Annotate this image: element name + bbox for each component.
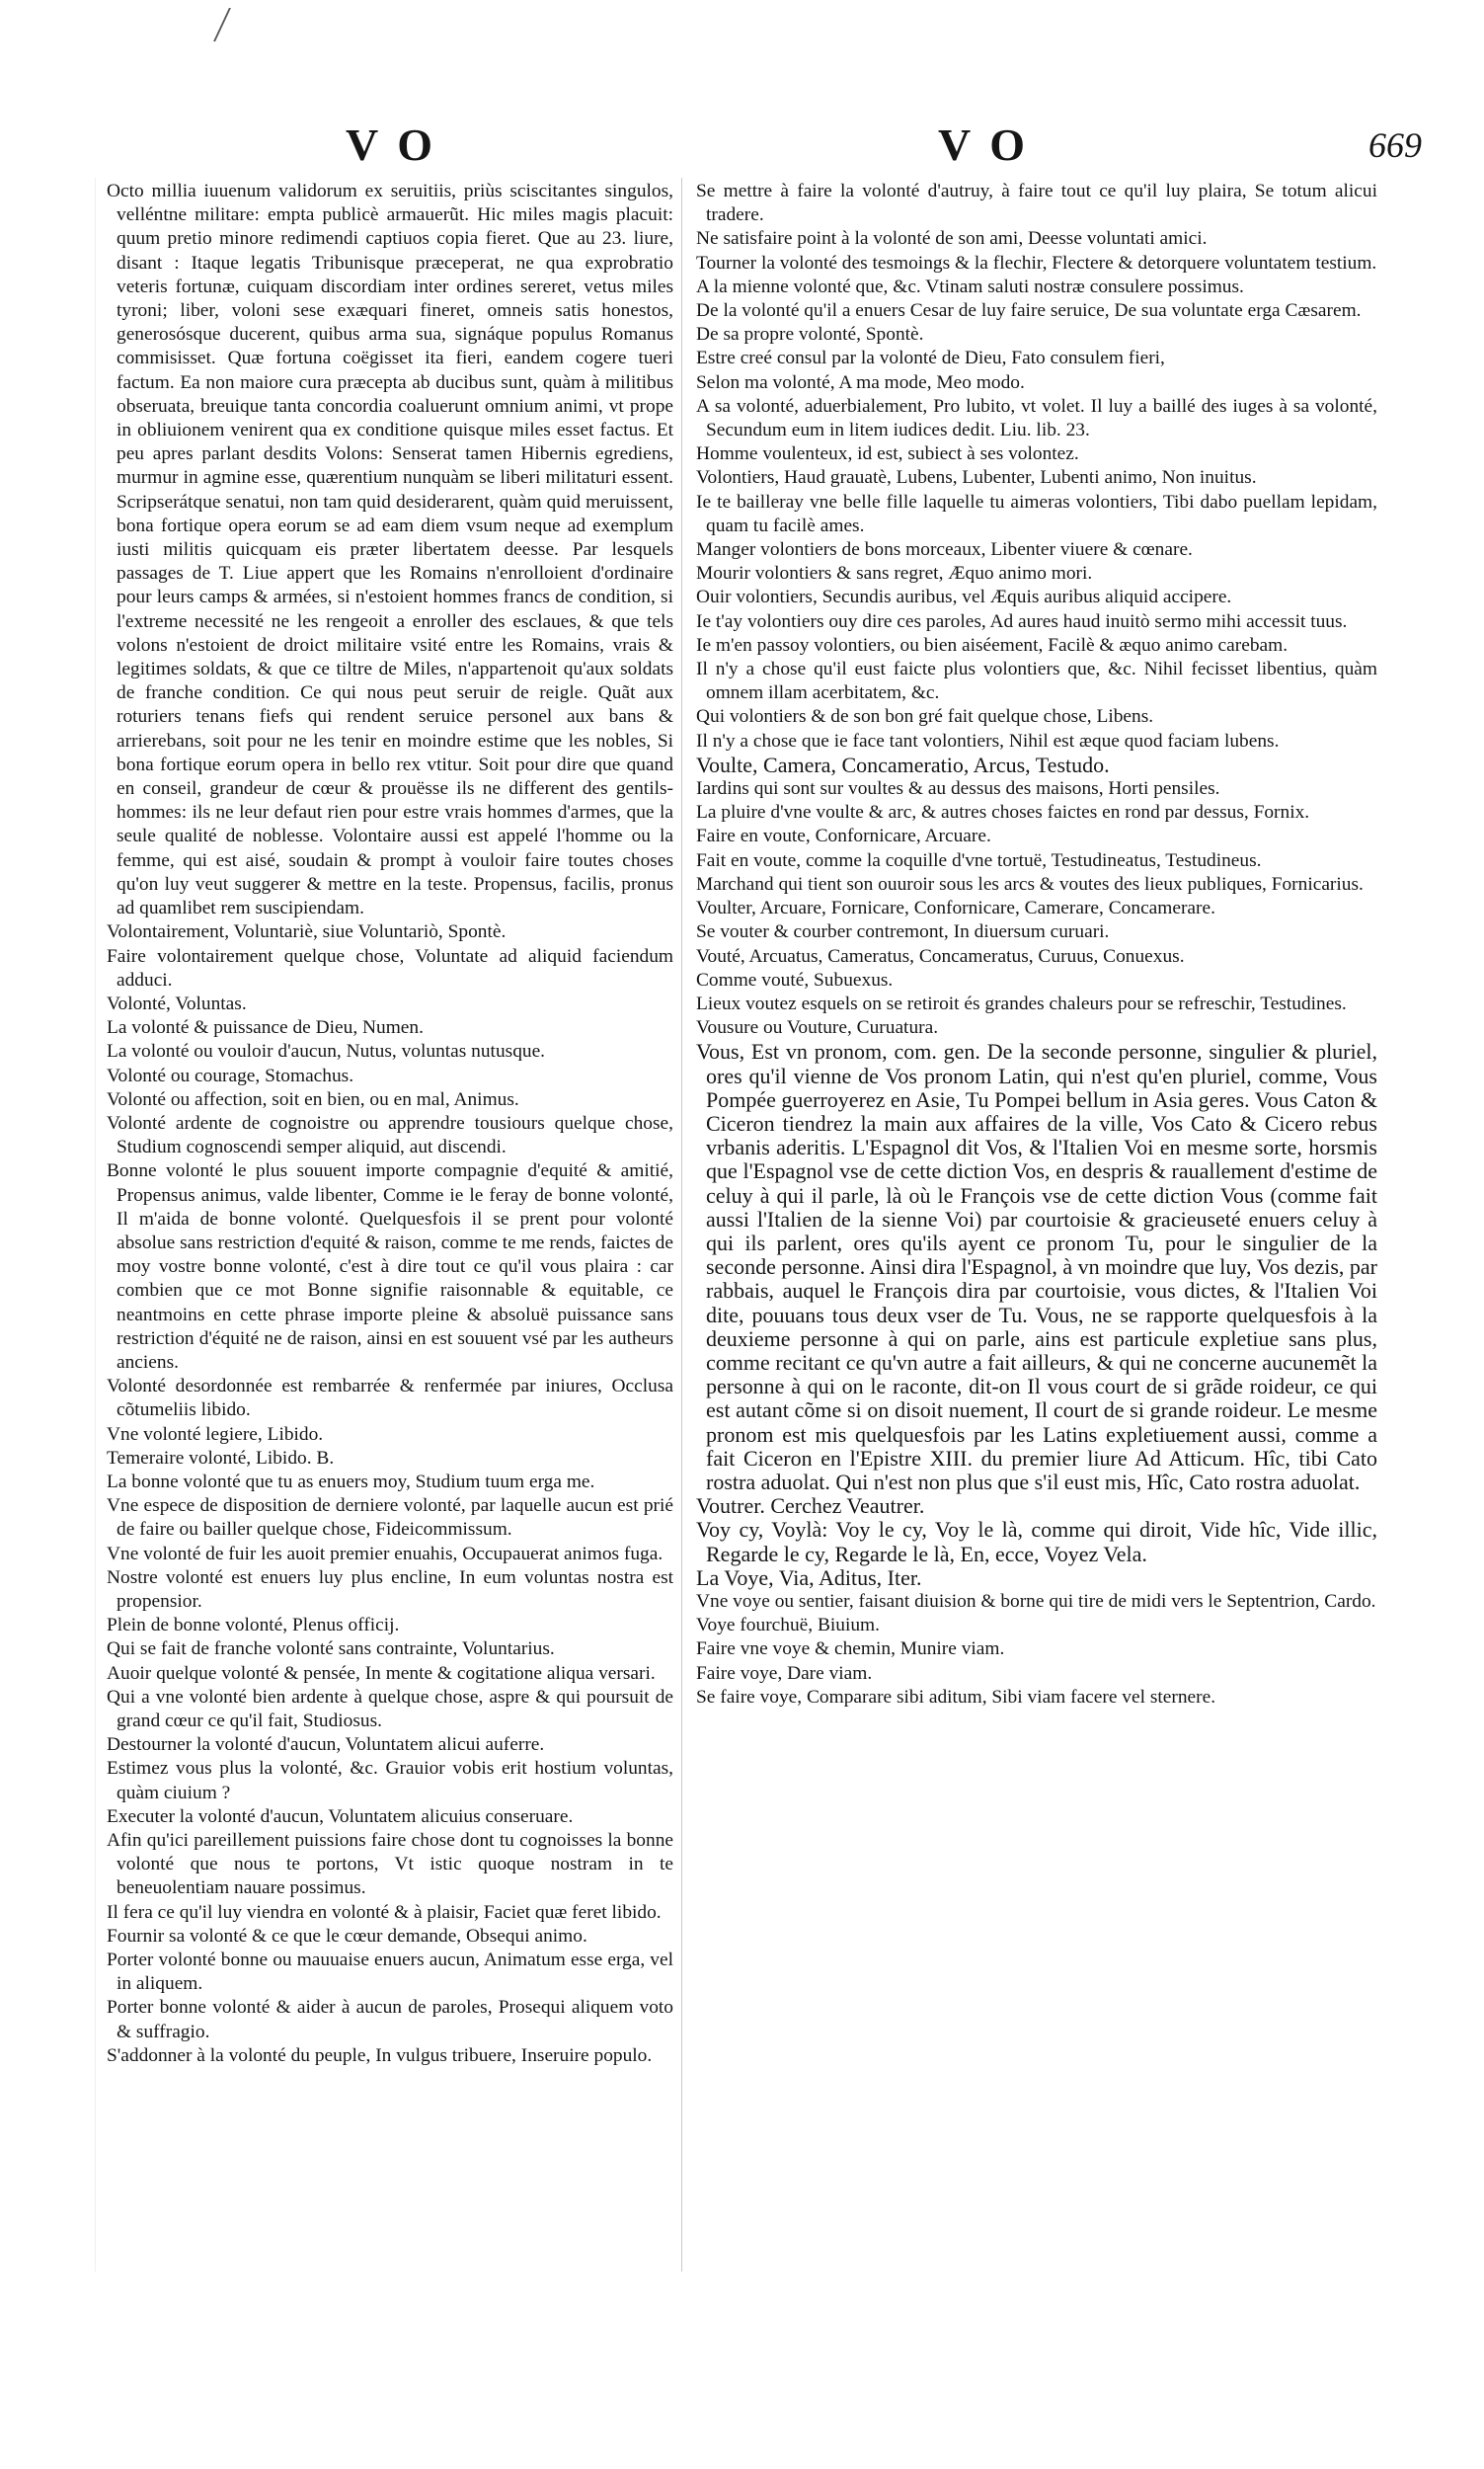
dictionary-entry: Estimez vous plus la volonté, &c. Grauior vobis erit hostium voluntas, quàm ciuium ? (107, 1758, 673, 1803)
dictionary-entry: Volontiers, Haud grauatè, Lubens, Lubenter, Lubenti animo, Non inuitus. (696, 467, 1257, 489)
dictionary-entry: De sa propre volonté, Spontè. (696, 324, 924, 346)
dictionary-entry: Volonté, Voluntas. (107, 993, 247, 1014)
dictionary-entry: Plein de bonne volonté, Plenus officij. (107, 1615, 400, 1636)
left-column (107, 180, 673, 2068)
dictionary-entry: Faire voye, Dare viam. (696, 1662, 873, 1684)
dictionary-entry: Porter bonne volonté & aider à aucun de paroles, Prosequi aliquem voto & suffragio. (107, 1997, 673, 2042)
dictionary-entry: Volonté ou affection, soit en bien, ou en mal, Animus. (107, 1088, 519, 1110)
dictionary-entry: Fournir sa volonté & ce que le cœur demande, Obsequi animo. (107, 1925, 587, 1947)
dictionary-entry: Il fera ce qu'il luy viendra en volonté & à plaisir, Faciet quæ feret libido. (107, 1901, 662, 1923)
dictionary-entry: Comme vouté, Subuexus. (696, 969, 894, 991)
dictionary-entry: Vouté, Arcuatus, Cameratus, Concameratus, Curuus, Conuexus. (696, 945, 1185, 967)
dictionary-entry: Se faire voye, Comparare sibi aditum, Sibi viam facere vel sternere. (696, 1686, 1216, 1708)
dictionary-entry: Nostre volonté est enuers luy plus encline, In eum voluntas nostra est propensior. (107, 1566, 673, 1612)
dictionary-entry: La bonne volonté que tu as enuers moy, Studium tuum erga me. (107, 1471, 595, 1492)
dictionary-entry: La Voye, Via, Aditus, Iter. (696, 1564, 922, 1590)
dictionary-entry: Volonté desordonnée est rembarrée & renfermée par iniures, Occlusa cõtumeliis libido. (107, 1376, 673, 1421)
pen-mark (213, 8, 245, 41)
dictionary-entry: Voulter, Arcuare, Fornicare, Confornicare, Camerare, Concamerare. (696, 898, 1215, 919)
dictionary-entry: Faire vne voye & chemin, Munire viam. (696, 1638, 1005, 1660)
dictionary-entry: Vne espece de disposition de derniere volonté, par laquelle aucun est prié de faire ou bailler quelque chose, Fideicommissum. (107, 1495, 673, 1541)
dictionary-entry: Octo millia iuuenum validorum ex seruitiis, priùs sciscitantes singulos, velléntne militare: empta publicè armauerũt. Hic miles magis placuit: quum pretio minore redimendi captiuos copia fieret. Que au 23. liure, disant : Itaque legatis Tribunisque præceperat, ne qua exprobratio veteris fortunæ, cuiquam discordiam inter ordines sereret, vetus miles tyroni; liber, voloni sese exæquari fineret, omneis satis honestos, generosósque ducerent, quibus arma sua, signáque populus Romanus commisisset. Quæ fortuna coëgisset ita fieri, eandem cogere tueri factum. Ea non maiore cura præcepta ab ducibus sunt, quàm à militibus obseruata, breuique tanta concordia coaluerunt omnium animi, vt prope in obliuionem venirent qua ex conditione quisque miles esset factus. Et peu apres parlant desdits Volons: Senserat tamen Hibernis egrediens, murmur in agmine esse, quærentium nunquàm se liberi militaturi essent. Scripserátque senatui, non tam quid desiderarent, quàm quid meruissent, bona fortique opera eorum se ad eam diem vsum neque ad exemplum iusti militis quicquam eis præter libertatem deesse. Par lesquels passages de T. Liue appert que les Romains n'enrolloient d'ordinaire pour leurs camps & armées, si n'estoient hommes francs de condition, si l'extreme necessité ne les rengeoit a enroller des esclaues, & que tels volons n'estoient de droict militaire vsité entre les Romains, vrais & legitimes soldats, & que ce tiltre de Miles, n'appartenoit qu'aux soldats de franche condition. Ce qui nous peut seruir de reigle. Quãt aux roturiers tenans fiefs qui rendent seruice personel aux bans & arrierebans, soit pour ne les tenir en moindre estime que les nobles, Si bona fortique eorum opera in bello rex vtitur. Soit pour dire que quand en conseil, grandeur de cœur & prouësse ils ne different des gentils-hommes: ils ne leur defaut rien pour estre vrais hommes d'armes, que la seule qualité de noblesse. Volontaire aussi est appelé l'homme ou la femme, qui est aisé, soudain & prompt à vouloir faire toutes choses qu'on luy veut suggerer & mettre en la teste. Propensus, facilis, pronus ad quamlibet rem suscipiendam. (107, 181, 673, 919)
dictionary-entry: Faire en voute, Confornicare, Arcuare. (696, 826, 991, 847)
dictionary-entry: De la volonté qu'il a enuers Cesar de luy faire seruice, De sua voluntate erga Cæsarem. (696, 300, 1362, 322)
dictionary-entry: Vne volonté legiere, Libido. (107, 1423, 324, 1445)
dictionary-entry: Volontairement, Voluntariè, siue Voluntariò, Spontè. (107, 921, 507, 943)
dictionary-entry: Ie m'en passoy volontiers, ou bien aiséement, Facilè & æquo animo carebam. (696, 634, 1289, 656)
dictionary-entry: Volonté ardente de cognoistre ou apprendre tousiours quelque chose, Studium cognoscendi semper aliquid, aut discendi. (107, 1112, 673, 1158)
dictionary-entry: Ie t'ay volontiers ouy dire ces paroles, Ad aures haud inuitò sermo mihi accessit tuus. (696, 610, 1348, 632)
dictionary-entry: Vne voye ou sentier, faisant diuision & borne qui tire de midi vers le Septentrion, Cardo. (696, 1590, 1376, 1612)
dictionary-entry: Afin qu'ici pareillement puissions faire chose dont tu cognoisses la bonne volonté que nous te portons, Vt istic quoque nostram in te beneuolentiam nauare possimus. (107, 1830, 673, 1899)
dictionary-entry: La volonté & puissance de Dieu, Numen. (107, 1017, 424, 1039)
dictionary-entry: Mourir volontiers & sans regret, Æquo animo mori. (696, 563, 1093, 585)
dictionary-entry: Estre creé consul par la volonté de Dieu, Fato consulem fieri, (696, 348, 1165, 369)
dictionary-entry: Fait en voute, comme la coquille d'vne tortuë, Testudineatus, Testudineus. (696, 849, 1262, 871)
dictionary-entry: Lieux voutez esquels on se retiroit és grandes chaleurs pour se refreschir, Testudines. (696, 993, 1347, 1014)
dictionary-entry: Voulte, Camera, Concameratio, Arcus, Testudo. (696, 752, 1110, 777)
dictionary-entry: Vousure ou Vouture, Curuatura. (696, 1017, 939, 1039)
dictionary-entry: Qui se fait de franche volonté sans contrainte, Voluntarius. (107, 1638, 555, 1660)
dictionary-entry: A sa volonté, aduerbialement, Pro lubito, vt volet. Il luy a baillé des iuges à sa volonté, Secundum eum in litem iudices dedit. Liu. lib. 23. (696, 395, 1377, 441)
dictionary-entry: Tourner la volonté des tesmoings & la flechir, Flectere & detorquere voluntatem testium. (696, 252, 1377, 274)
dictionary-entry: Bonne volonté le plus souuent importe compagnie d'equité & amitié, Propensus animus, valde libenter, Comme ie le feray de bonne volonté, Il m'aida de bonne volonté. Quelquesfois il se prent pour volonté absolue sans restriction d'equité & raison, comme te me rends, faictes de moy vostre bonne volonté, c'est à dire tout ce qu'il vous plaira : car combien que ce mot Bonne signifie raisonnable & equitable, ce neantmoins en cette phrase importe pleine & absoluë puissance sans restriction d'équité ne de raison, ainsi en est souuent vsé par les autheurs anciens. (107, 1160, 673, 1373)
dictionary-entry: Il n'y a chose qu'il eust faicte plus volontiers que, &c. Nihil fecisset libentius, quàm omnem illam acerbitatem, &c. (696, 659, 1377, 704)
page-number: 669 (1368, 125, 1422, 165)
dictionary-entry: A la mienne volonté que, &c. Vtinam saluti nostræ consulere possimus. (696, 276, 1244, 297)
right-column (696, 180, 1377, 1710)
dictionary-entry: Voy cy, Voylà: Voy le cy, Voy le là, comme qui diroit, Vide hîc, Vide illic, Regarde le cy, Regarde le là, En, ecce, Voyez Vela. (696, 1517, 1377, 1566)
dictionary-entry: Executer la volonté d'aucun, Voluntatem alicuius conseruare. (107, 1805, 574, 1827)
dictionary-entry: La pluire d'vne voulte & arc, & autres choses faictes en rond par dessus, Fornix. (696, 802, 1310, 824)
dictionary-entry: S'addonner à la volonté du peuple, In vulgus tribuere, Inseruire populo. (107, 2044, 653, 2066)
column-divider (681, 178, 682, 2271)
dictionary-entry: Volonté ou courage, Stomachus. (107, 1065, 354, 1086)
dictionary-entry: Porter volonté bonne ou mauuaise enuers aucun, Animatum esse erga, vel in aliquem. (107, 1950, 673, 1995)
dictionary-entry: La volonté ou vouloir d'aucun, Nutus, voluntas nutusque. (107, 1041, 546, 1063)
dictionary-entry: Il n'y a chose que ie face tant volontiers, Nihil est æque quod faciam lubens. (696, 730, 1280, 752)
dictionary-entry: Temeraire volonté, Libido. B. (107, 1447, 335, 1469)
dictionary-entry: Se vouter & courber contremont, In diuersum curuari. (696, 921, 1110, 943)
running-head-right: VO (938, 119, 1046, 170)
dictionary-entry: Marchand qui tient son ouuroir sous les arcs & voutes des lieux publiques, Fornicarius. (696, 873, 1364, 895)
dictionary-entry: Destourner la volonté d'aucun, Voluntatem alicui auferre. (107, 1734, 545, 1756)
dictionary-entry: Voye fourchuë, Biuium. (696, 1615, 880, 1636)
dictionary-entry: Faire volontairement quelque chose, Voluntate ad aliquid faciendum adduci. (107, 945, 673, 991)
dictionary-entry: Iardins qui sont sur voultes & au dessus des maisons, Horti pensiles. (696, 778, 1220, 800)
dictionary-entry: Voutrer. Cerchez Veautrer. (696, 1493, 925, 1519)
dictionary-entry: Vne volonté de fuir les auoit premier enuahis, Occupauerat animos fuga. (107, 1543, 664, 1564)
dictionary-entry: Ouir volontiers, Secundis auribus, vel Æquis auribus aliquid accipere. (696, 587, 1232, 608)
dictionary-entry: Qui volontiers & de son bon gré fait quelque chose, Libens. (696, 706, 1154, 728)
gutter-line (95, 178, 96, 2271)
dictionary-entry: Selon ma volonté, A ma mode, Meo modo. (696, 371, 1025, 393)
dictionary-entry: Homme voulenteux, id est, subiect à ses volontez. (696, 443, 1079, 465)
dictionary-entry: Ne satisfaire point à la volonté de son ami, Deesse voluntati amici. (696, 228, 1208, 250)
dictionary-entry: Auoir quelque volonté & pensée, In mente & cogitatione aliqua versari. (107, 1662, 656, 1684)
dictionary-entry: Qui a vne volonté bien ardente à quelque chose, aspre & qui poursuit de grand cœur ce qu'il fait, Studiosus. (107, 1686, 673, 1731)
dictionary-entry: Vous, Est vn pronom, com. gen. De la seconde personne, singulier & pluriel, ores qu'il vienne de Vos pronom Latin, qui n'est qu'en pluriel, comme, Vous Pompée guerroyerez en Asie, Tu Pompei bellum in Asia geres. Vous Caton & Ciceron tiendrez la main aux affaires de la ville, Vos Cato & Cicero rebus vrbanis aderitis. L'Espagnol dit Vos, & l'Italien Voi en mesme sorte, horsmis que l'Espagnol vse de cette diction Vos, en despris & rauallement d'estime de celuy à qui il parle, là où le François vse de cette diction Vous (comme fait aussi l'Italien de la sienne Voi) par courtoisie & gracieuseté enuers celuy à qui ils parlent, ores qu'ils ayent ce pronom Tu, pour le singulier de la seconde personne. Ainsi dira l'Espagnol, à vn moindre que luy, Vos dezis, par rabbais, auquel le François dira par courtoisie, vous dictes, & l'Italien Voi dite, pouuans tous deux vser de Tu. Vous, ne se rapporte quelquesfois à la deuxieme personne à qui on parle, ains est particule expletiue sans plus, comme recitant ce qu'vn autre a fait ailleurs, & qui ne concerne aucunemẽt la personne à qui on le raconte, dit-on Il vous court de si grãde roideur, ce qui est autant cõme si on disoit nuement, Il court de si grande roideur. Le mesme pronom est mis quelquesfois par les Latins expletiuement aussi, comme a fait Ciceron en l'Epistre XIII. du premier liure Ad Atticum. Hîc, tibi Cato rostra aduolat. Qui n'est non plus que s'il eust mis, Hîc, Cato rostra aduolat. (696, 1039, 1377, 1494)
running-head-left: VO (346, 119, 453, 170)
dictionary-entry: Manger volontiers de bons morceaux, Libenter viuere & cœnare. (696, 539, 1193, 561)
dictionary-entry: Se mettre à faire la volonté d'autruy, à faire tout ce qu'il luy plaira, Se totum alicui tradere. (696, 181, 1377, 226)
dictionary-entry: Ie te bailleray vne belle fille laquelle tu aimeras volontiers, Tibi dabo puellam lepidam, quam tu facilè ames. (696, 491, 1377, 536)
